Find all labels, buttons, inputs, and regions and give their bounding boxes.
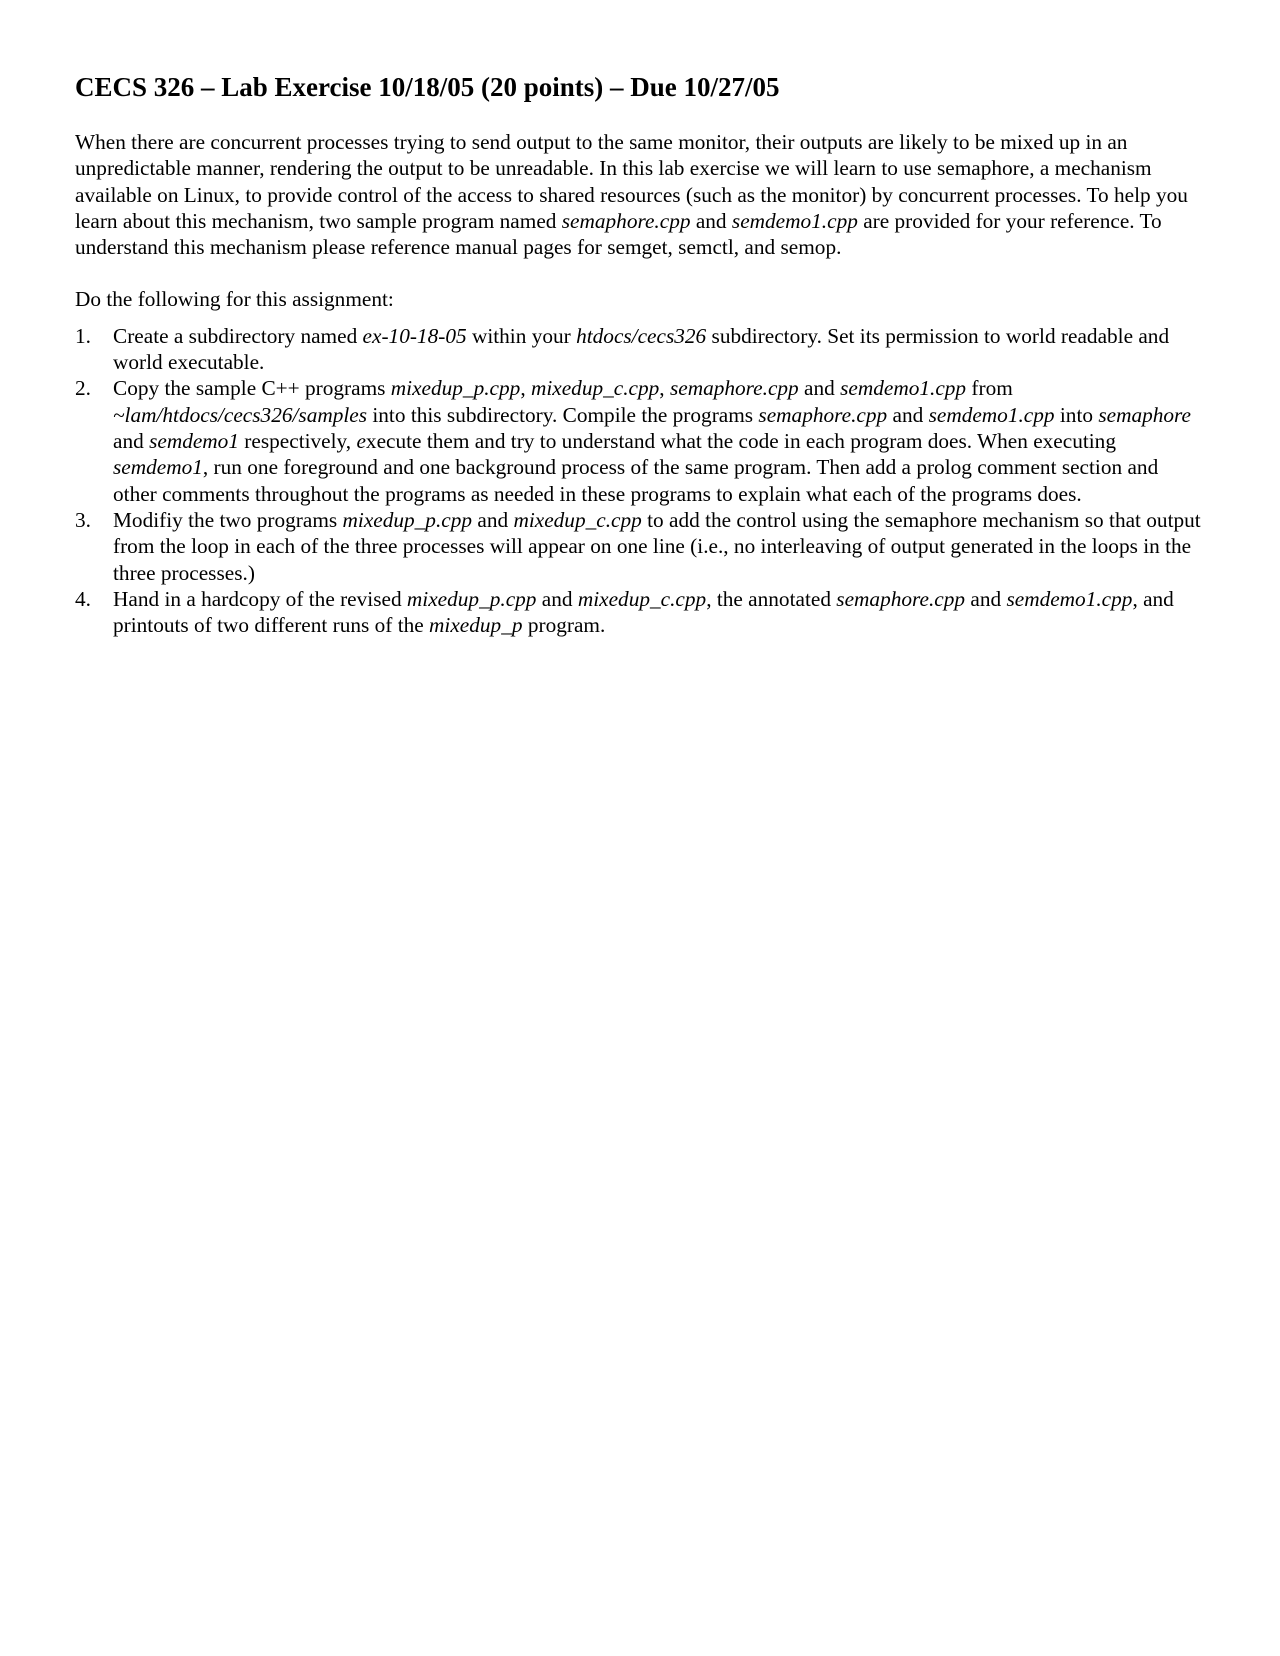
- filename: semdemo1.cpp: [928, 402, 1055, 427]
- path-text: ex-10-18-05: [362, 323, 467, 348]
- step-item: [75, 586, 1205, 639]
- step-text: Modifiy the two programs: [113, 507, 343, 532]
- step-text: into this subdirectory. Compile the programs: [367, 402, 759, 427]
- filename: semaphore.cpp: [561, 208, 691, 233]
- intro-text: When there are concurrent processes trying to send output to the same monitor, their outputs are likely to be mixed up in an unpredictable manner, rendering the output to be unreadable. In this lab exercise we will learn to use semaphore, a mechanism available on Linux, to provide control of the access to shared resources (such as the monitor) by concurrent processes. To help you learn about this mechanism, two sample program named: [75, 130, 1188, 233]
- filename: semdemo1.cpp: [1006, 586, 1133, 611]
- filename: semdemo1: [113, 455, 203, 480]
- step-text: and: [887, 402, 929, 427]
- step-text: Hand in a hardcopy of the revised: [113, 586, 407, 611]
- path-text: htdocs/cecs326: [576, 323, 707, 348]
- step-text: program.: [522, 613, 606, 638]
- intro-paragraph: [75, 129, 1205, 260]
- filename: semdemo1.cpp: [840, 376, 967, 401]
- filename: semdemo1.cpp: [731, 208, 858, 233]
- filename: mixedup_c.cpp: [577, 586, 707, 611]
- step-number: 2.: [75, 376, 91, 401]
- filename: mixedup_p.cpp: [406, 586, 537, 611]
- intro-text: are provided for your reference. To understand this mechanism please reference manual pages for semget, semctl, and semop.: [75, 208, 1162, 260]
- step-text: Create a subdirectory named: [113, 323, 363, 348]
- step-text: ,: [659, 376, 670, 401]
- step-text: xecute them and try to understand what the code in each program does. When executing: [365, 429, 1116, 454]
- step-text: and: [113, 429, 150, 454]
- step-number: 1.: [75, 323, 91, 348]
- step-text: and: [798, 376, 841, 401]
- step-item: [75, 507, 1205, 586]
- step-number: 4.: [75, 586, 91, 611]
- step-text: ,: [520, 376, 531, 401]
- step-text: and: [472, 507, 514, 532]
- step-text: within your: [466, 323, 577, 348]
- filename: mixedup_p.cpp: [390, 376, 521, 401]
- step-item: [75, 323, 1205, 376]
- filename: mixedup_p: [429, 613, 523, 638]
- step-text: subdirectory. Set its permission to world readable and world executable.: [113, 323, 1170, 375]
- step-number: 3.: [75, 507, 91, 532]
- filename: semaphore.cpp: [758, 402, 888, 427]
- steps-list: [75, 323, 1205, 639]
- intro-text: and: [690, 208, 732, 233]
- filename: mixedup_c.cpp: [530, 376, 660, 401]
- step-text: respectively,: [238, 429, 357, 454]
- assignment-lead: Do the following for this assignment:: [75, 286, 394, 311]
- path-text: ~lam/htdocs/cecs326/samples: [113, 402, 368, 427]
- italic-letter: e: [356, 429, 366, 454]
- step-text: , the annotated: [706, 586, 837, 611]
- step-text: Copy the sample C++ programs: [113, 376, 391, 401]
- document-title: CECS 326 – Lab Exercise 10/18/05 (20 points) – Due 10/27/05: [75, 72, 780, 102]
- filename: semaphore: [1098, 402, 1192, 427]
- step-text: and: [965, 586, 1007, 611]
- step-text: to add the control using the semaphore mechanism so that output from the loop in each of the three processes will appear on one line (i.e., no interleaving of output generated in the loops in the three processes.): [113, 507, 1201, 585]
- step-text: , and printouts of two different runs of the: [113, 586, 1174, 638]
- filename: semaphore.cpp: [836, 586, 966, 611]
- step-text: , run one foreground and one background process of the same program. Then add a prolog comment section and other comments throughout the programs as needed in these programs to explain what each of the programs does.: [113, 455, 1159, 506]
- filename: mixedup_p.cpp: [342, 507, 473, 532]
- step-text: from: [966, 376, 1013, 401]
- step-text: into: [1054, 402, 1099, 427]
- document-page: [75, 70, 1205, 638]
- step-text: and: [536, 586, 578, 611]
- filename: semdemo1: [149, 429, 239, 454]
- filename: semaphore.cpp: [669, 376, 799, 401]
- step-item: [75, 375, 1205, 506]
- filename: mixedup_c.cpp: [513, 507, 642, 532]
